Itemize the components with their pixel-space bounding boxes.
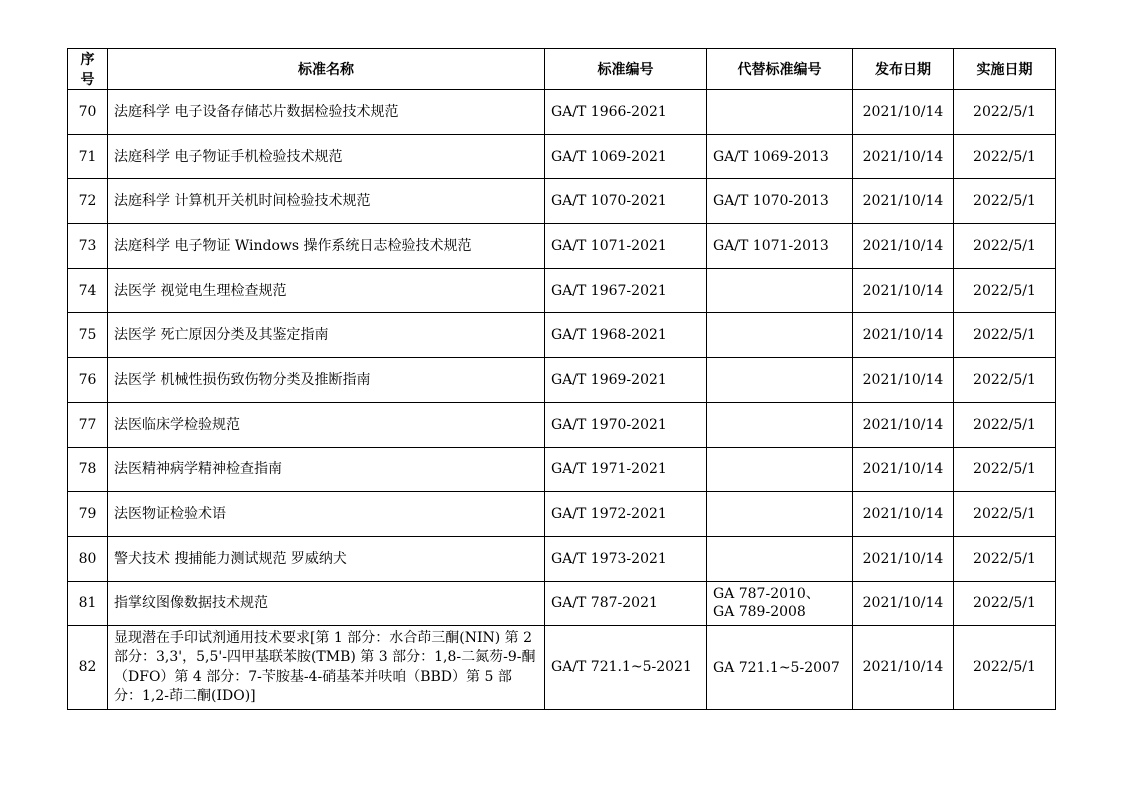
cell-replaces: [707, 268, 853, 313]
cell-effective: 2022/5/1: [954, 402, 1056, 447]
table-row: [68, 313, 1056, 358]
cell-code: GA/T 1967-2021: [545, 268, 707, 313]
table-row: [68, 536, 1056, 581]
table-row: [68, 358, 1056, 403]
cell-published: 2021/10/14: [853, 313, 954, 358]
cell-code: GA/T 1972-2021: [545, 492, 707, 537]
cell-replaces: [707, 179, 853, 224]
cell-name: 法医物证检验术语: [108, 492, 545, 537]
header-name: 标准名称: [108, 49, 545, 90]
cell-replaces: [707, 402, 853, 447]
cell-no: 78: [68, 447, 108, 492]
cell-effective: 2022/5/1: [954, 179, 1056, 224]
cell-name: 法庭科学 电子物证 Windows 操作系统日志检验技术规范: [108, 224, 545, 269]
cell-published: 2021/10/14: [853, 626, 954, 710]
cell-effective: 2022/5/1: [954, 626, 1056, 710]
cell-code: GA/T 1973-2021: [545, 536, 707, 581]
cell-effective: 2022/5/1: [954, 358, 1056, 403]
cell-effective: 2022/5/1: [954, 447, 1056, 492]
replaces-line: GA 721.1~5-2007: [713, 659, 840, 676]
cell-published: 2021/10/14: [853, 179, 954, 224]
standards-table: [67, 48, 1056, 710]
replaces-line: GA 789-2008: [713, 604, 806, 621]
cell-no: 74: [68, 268, 108, 313]
cell-code: GA/T 1971-2021: [545, 447, 707, 492]
table-row: [68, 179, 1056, 224]
cell-code: GA/T 1070-2021: [545, 179, 707, 224]
cell-name: 法庭科学 电子物证手机检验技术规范: [108, 134, 545, 179]
cell-code: GA/T 1968-2021: [545, 313, 707, 358]
replaces-line: GA/T 1069-2013: [713, 148, 829, 165]
header-replaces: 代替标准编号: [707, 49, 853, 90]
replaces-line: GA 787-2010、: [713, 586, 820, 603]
table-row: [68, 90, 1056, 135]
cell-no: 75: [68, 313, 108, 358]
header-published: 发布日期: [853, 49, 954, 90]
cell-no: 82: [68, 626, 108, 710]
cell-name: 警犬技术 搜捕能力测试规范 罗威纳犬: [108, 536, 545, 581]
cell-code: GA/T 1071-2021: [545, 224, 707, 269]
header-effective: 实施日期: [954, 49, 1056, 90]
cell-no: 76: [68, 358, 108, 403]
cell-replaces: [707, 224, 853, 269]
cell-effective: 2022/5/1: [954, 536, 1056, 581]
header-row: [68, 49, 1056, 90]
cell-effective: 2022/5/1: [954, 268, 1056, 313]
replaces-line: GA/T 1071-2013: [713, 237, 829, 254]
cell-published: 2021/10/14: [853, 536, 954, 581]
cell-code: GA/T 1969-2021: [545, 358, 707, 403]
cell-no: 72: [68, 179, 108, 224]
cell-replaces: [707, 447, 853, 492]
cell-no: 79: [68, 492, 108, 537]
cell-effective: 2022/5/1: [954, 492, 1056, 537]
table-row: [68, 224, 1056, 269]
cell-published: 2021/10/14: [853, 492, 954, 537]
cell-published: 2021/10/14: [853, 581, 954, 626]
cell-name: 法医学 机械性损伤致伤物分类及推断指南: [108, 358, 545, 403]
cell-name: 法医学 视觉电生理检查规范: [108, 268, 545, 313]
table-row: [68, 626, 1056, 710]
cell-name: 指掌纹图像数据技术规范: [108, 581, 545, 626]
replaces-line: GA/T 1070-2013: [713, 193, 829, 210]
table-row: [68, 581, 1056, 626]
cell-published: 2021/10/14: [853, 447, 954, 492]
cell-replaces: [707, 581, 853, 626]
cell-no: 73: [68, 224, 108, 269]
cell-replaces: [707, 358, 853, 403]
header-code: 标准编号: [545, 49, 707, 90]
header-no: 序号: [68, 49, 108, 90]
cell-effective: 2022/5/1: [954, 134, 1056, 179]
cell-published: 2021/10/14: [853, 358, 954, 403]
cell-no: 80: [68, 536, 108, 581]
cell-published: 2021/10/14: [853, 402, 954, 447]
cell-name: 法医精神病学精神检查指南: [108, 447, 545, 492]
table-row: [68, 447, 1056, 492]
cell-effective: 2022/5/1: [954, 224, 1056, 269]
cell-replaces: [707, 134, 853, 179]
cell-replaces: [707, 313, 853, 358]
cell-code: GA/T 721.1~5-2021: [545, 626, 707, 710]
cell-published: 2021/10/14: [853, 134, 954, 179]
cell-effective: 2022/5/1: [954, 90, 1056, 135]
cell-code: GA/T 1970-2021: [545, 402, 707, 447]
cell-name: 法医临床学检验规范: [108, 402, 545, 447]
cell-no: 77: [68, 402, 108, 447]
cell-name: 法庭科学 电子设备存储芯片数据检验技术规范: [108, 90, 545, 135]
cell-code: GA/T 1069-2021: [545, 134, 707, 179]
cell-effective: 2022/5/1: [954, 313, 1056, 358]
cell-published: 2021/10/14: [853, 224, 954, 269]
cell-published: 2021/10/14: [853, 90, 954, 135]
cell-name: 显现潜在手印试剂通用技术要求[第 1 部分：水合茚三酮(NIN) 第 2 部分：3,3'，5,5'-四甲基联苯胺(TMB) 第 3 部分：1,8-二氮芴-9-酮（DFO）第 4 部分：7-苄胺基-4-硝基苯并呋咱（BBD）第 5 部分：1,2-茚二酮(IDO)]: [108, 626, 545, 710]
cell-name: 法庭科学 计算机开关机时间检验技术规范: [108, 179, 545, 224]
cell-code: GA/T 1966-2021: [545, 90, 707, 135]
cell-code: GA/T 787-2021: [545, 581, 707, 626]
table-row: [68, 492, 1056, 537]
cell-no: 71: [68, 134, 108, 179]
table-row: [68, 268, 1056, 313]
table-row: [68, 402, 1056, 447]
cell-no: 81: [68, 581, 108, 626]
cell-no: 70: [68, 90, 108, 135]
cell-replaces: [707, 90, 853, 135]
cell-published: 2021/10/14: [853, 268, 954, 313]
table-row: [68, 134, 1056, 179]
cell-replaces: [707, 492, 853, 537]
cell-name: 法医学 死亡原因分类及其鉴定指南: [108, 313, 545, 358]
cell-effective: 2022/5/1: [954, 581, 1056, 626]
cell-replaces: [707, 536, 853, 581]
cell-replaces: [707, 626, 853, 710]
